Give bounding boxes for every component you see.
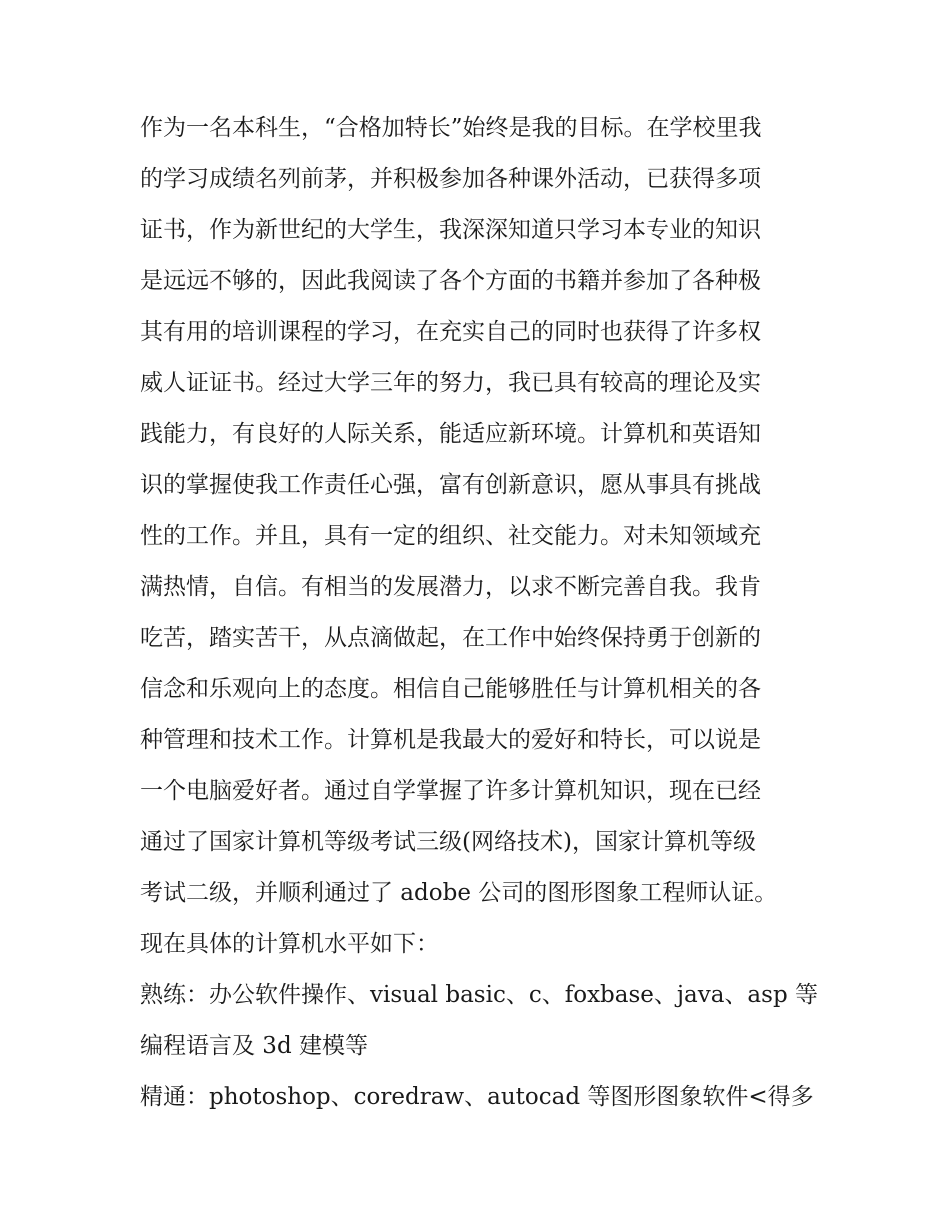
text-line: 的学习成绩名列前茅，并积极参加各种课外活动，已获得多项 xyxy=(140,166,761,192)
text-line: 性的工作。并且，具有一定的组织、社交能力。对未知领域充 xyxy=(140,523,761,549)
text-line: 是远远不够的，因此我阅读了各个方面的书籍并参加了各种极 xyxy=(140,268,761,294)
text-line: 现在具体的计算机水平如下： xyxy=(140,931,439,957)
text-line: 吃苦，踏实苦干，从点滴做起，在工作中始终保持勇于创新的 xyxy=(140,625,761,651)
text-line: 作为一名本科生，“合格加特长”始终是我的目标。在学校里我 xyxy=(140,115,762,141)
text-line: 一个电脑爱好者。通过自学掌握了许多计算机知识，现在已经 xyxy=(140,778,761,804)
text-line: 其有用的培训课程的学习，在充实自己的同时也获得了许多权 xyxy=(140,319,761,345)
list-item-proficient: 熟练：办公软件操作、visual basic、c、foxbase、java、asp 等 xyxy=(140,982,818,1008)
body-text xyxy=(140,103,830,1123)
text-line: 威人证证书。经过大学三年的努力，我已具有较高的理论及实 xyxy=(140,370,761,396)
text-line: 满热情，自信。有相当的发展潜力，以求不断完善自我。我肯 xyxy=(140,574,761,600)
text-line: 信念和乐观向上的态度。相信自己能够胜任与计算机相关的各 xyxy=(140,676,761,702)
text-line: 识的掌握使我工作责任心强，富有创新意识，愿从事具有挑战 xyxy=(140,472,761,498)
text-line: 证书，作为新世纪的大学生，我深深知道只学习本专业的知识 xyxy=(140,217,761,243)
text-line: 考试二级，并顺利通过了 adobe 公司的图形图象工程师认证。 xyxy=(140,880,778,906)
list-item-proficient-cont: 编程语言及 3d 建模等 xyxy=(140,1033,368,1059)
text-line: 种管理和技术工作。计算机是我最大的爱好和特长，可以说是 xyxy=(140,727,761,753)
text-line: 践能力，有良好的人际关系，能适应新环境。计算机和英语知 xyxy=(140,421,761,447)
list-item-expert: 精通：photoshop、coredraw、autocad 等图形图象软件<得多 xyxy=(140,1084,814,1110)
text-line: 通过了国家计算机等级考试三级(网络技术)，国家计算机等级 xyxy=(140,829,756,855)
